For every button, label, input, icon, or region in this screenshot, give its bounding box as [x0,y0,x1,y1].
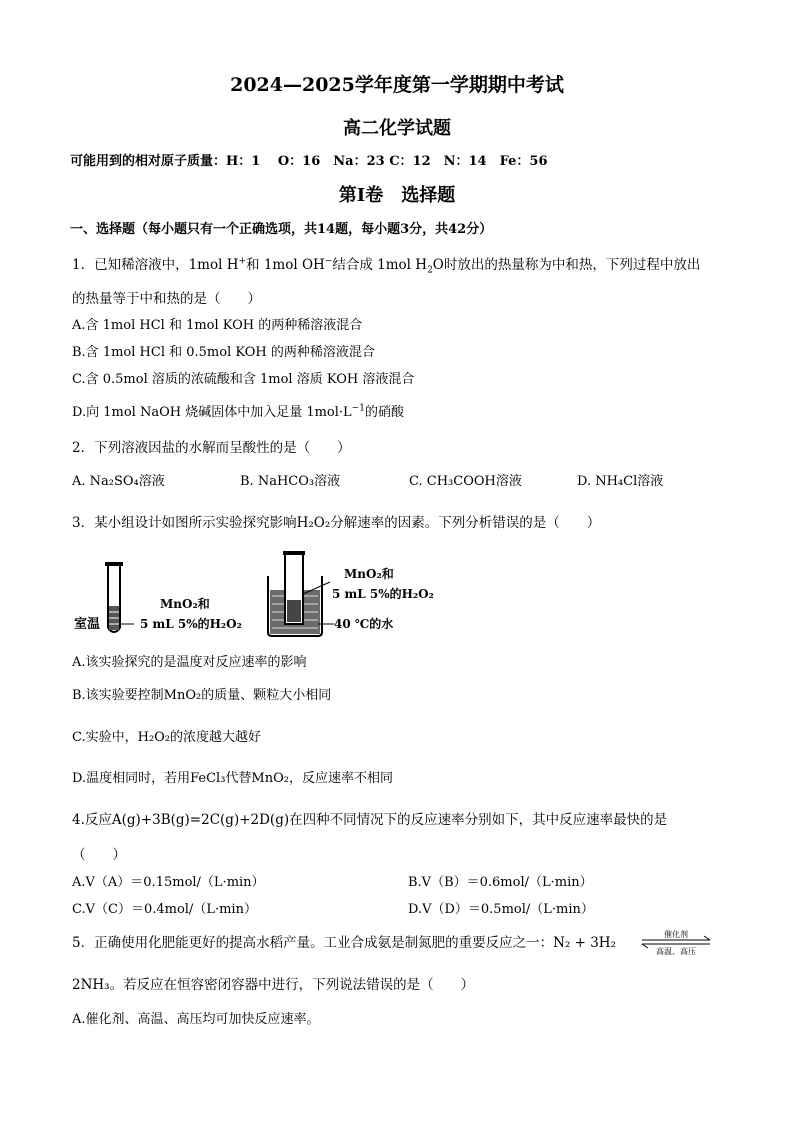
q1-option-d-part: D.向 1mol NaOH 烧碱固体中加入足量 1mol·L [72,405,352,420]
fig-left-condition: 室温 [74,617,101,632]
q1-option-d-part: 的硝酸 [364,405,404,420]
fig-left-reagent-2: 5 mL 5%的H₂O₂ [140,617,242,631]
q3-option-c: C.实验中，H₂O₂的浓度越大越好 [72,730,262,745]
reaction-condition-catalyst: 催化剂 [664,930,688,939]
q2-option-d: D. NH₄Cl溶液 [577,474,664,489]
experiment-figure [72,546,434,638]
q4-option-a: A.V（A）＝0.15mol/（L·min） [72,875,265,890]
test-tube-icon [105,562,123,632]
question-4-paren: （ ） [72,847,126,863]
q2-option-c: C. CH₃COOH溶液 [409,474,522,489]
q3-option-b: B.该实验要控制MnO₂的质量、颗粒大小相同 [72,688,332,703]
q3-option-a: A.该实验探究的是温度对反应速率的影响 [72,655,307,670]
question-5-stem-line2: 2NH₃。若反应在恒容密闭容器中进行，下列说法错误的是（ ） [72,977,475,993]
atomic-masses: 可能用到的相对原子质量：H：1 O：16 Na：23 C：12 N：14 Fe：56 [70,154,548,169]
q1-option-b: B.含 1mol HCl 和 0.5mol KOH 的两种稀溶液混合 [72,345,375,360]
question-5-stem: 5．正确使用化肥能更好的提高水稻产量。工业合成氨是制氮肥的重要反应之一：N₂ + 3H₂ [72,935,616,951]
reversible-arrow-icon [638,926,714,956]
part-heading: 第Ⅰ卷 选择题 [338,185,456,206]
question-3-stem: 3．某小组设计如图所示实验探究影响H₂O₂分解速率的因素。下列分析错误的是（ ） [72,515,601,531]
fig-right-reagent-1: MnO₂和 [344,567,394,581]
q5-option-a: A.催化剂、高温、高压均可加快反应速率。 [72,1012,320,1027]
q3-option-d: D.温度相同时，若用FeCl₃代替MnO₂，反应速率不相同 [72,771,393,786]
q1-stem-part: 和 1mol OH [246,257,325,273]
section-heading: 一、选择题（每小题只有一个正确选项，共14题，每小题3分，共42分） [70,222,493,237]
q1-stem-part: 结合成 1mol H [332,257,428,273]
question-1-stem: 1．已知稀溶液中，1mol H+和 1mol OH−结合成 1mol $H_2O$时放出的热量称为中和热，下列过程中放出 [72,256,701,276]
exam-subtitle: 高二化学试题 [343,118,451,139]
q1-option-c: C.含 0.5mol 溶质的浓硫酸和含 1mol 溶质 KOH 溶液混合 [72,372,415,387]
q2-option-b: B. NaHCO₃溶液 [240,474,341,489]
q4-option-b: B.V（B）＝0.6mol/（L·min） [408,875,593,890]
q1-stem-part: 1．已知稀溶液中，1mol H [72,257,239,273]
q1-option-a: A.含 1mol HCl 和 1mol KOH 的两种稀溶液混合 [72,318,363,333]
question-4-stem: 4.反应A(g)+3B(g)=2C(g)+2D(g)在四种不同情况下的反应速率分别如下，其中反应速率最快的是 [72,812,668,828]
beaker-icon [268,551,322,636]
question-1-stem-line2: 的热量等于中和热的是（ ） [72,291,261,307]
fig-left-reagent-1: MnO₂和 [160,597,210,611]
fig-right-condition: 40 ℃的水 [334,617,394,631]
q2-option-a: A. Na₂SO₄溶液 [72,474,165,489]
q1-option-d: D.向 1mol NaOH 烧碱固体中加入足量 $1mol\cdot L^{-1}$的硝酸 [72,403,404,420]
exam-title: 2024—2025学年度第一学期期中考试 [230,74,564,96]
reaction-condition-temp-pressure: 高温、高压 [656,947,696,956]
q1-stem-part: O时放出的热量称为中和热，下列过程中放出 [432,257,701,273]
fig-right-reagent-2: 5 mL 5%的H₂O₂ [332,587,434,601]
q4-option-c: C.V（C）＝0.4mol/（L·min） [72,902,257,917]
q4-option-d: D.V（D）＝0.5mol/（L·min） [408,902,594,917]
question-2-stem: 2．下列溶液因盐的水解而呈酸性的是（ ） [72,440,351,456]
